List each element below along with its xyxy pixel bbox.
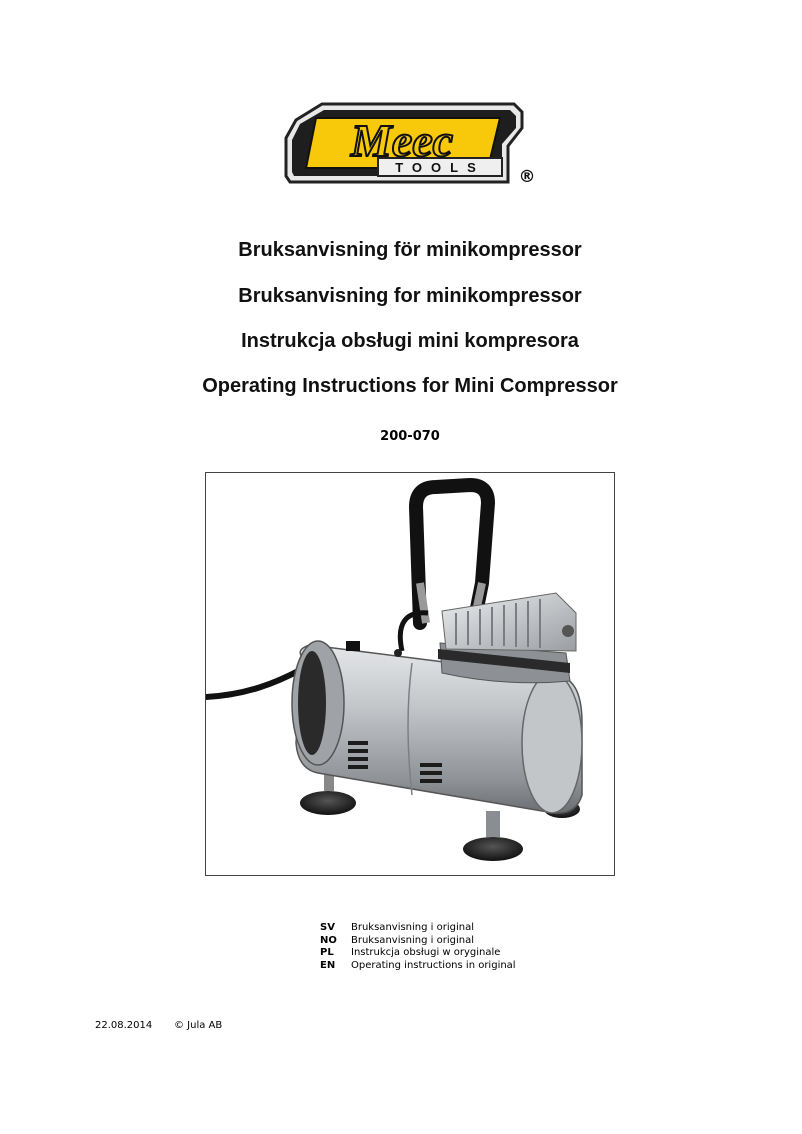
language-list <box>320 922 516 972</box>
logo-tools-text: TOOLS <box>395 160 485 175</box>
language-code: SV <box>320 922 335 933</box>
language-row <box>320 947 516 960</box>
logo-graphic <box>282 98 540 190</box>
language-text: Bruksanvisning i original <box>351 922 474 933</box>
language-code: NO <box>320 934 337 946</box>
meec-tools-logo <box>282 98 540 190</box>
footer-copyright: © Jula AB <box>174 1020 223 1031</box>
language-text: Bruksanvisning i original <box>351 934 474 946</box>
language-text: Operating instructions in original <box>351 959 516 971</box>
language-code: PL <box>320 947 334 958</box>
language-row <box>320 960 516 973</box>
language-code: EN <box>320 959 336 971</box>
title-polish: Instrukcja obsługi mini kompresora <box>241 330 579 352</box>
logo-brand-text: Meec <box>350 115 454 166</box>
model-number: 200-070 <box>380 429 440 444</box>
title-norwegian: Bruksanvisning for minikompressor <box>238 285 582 307</box>
language-row <box>320 935 516 948</box>
footer-date: 22.08.2014 <box>95 1020 153 1031</box>
title-swedish: Bruksanvisning för minikompressor <box>238 239 582 261</box>
compressor-illustration <box>206 473 614 875</box>
language-row <box>320 922 516 935</box>
product-image <box>205 472 615 876</box>
title-english: Operating Instructions for Mini Compressor <box>202 375 618 397</box>
registered-mark: ® <box>518 167 536 187</box>
language-text: Instrukcja obsługi w oryginale <box>351 947 501 958</box>
